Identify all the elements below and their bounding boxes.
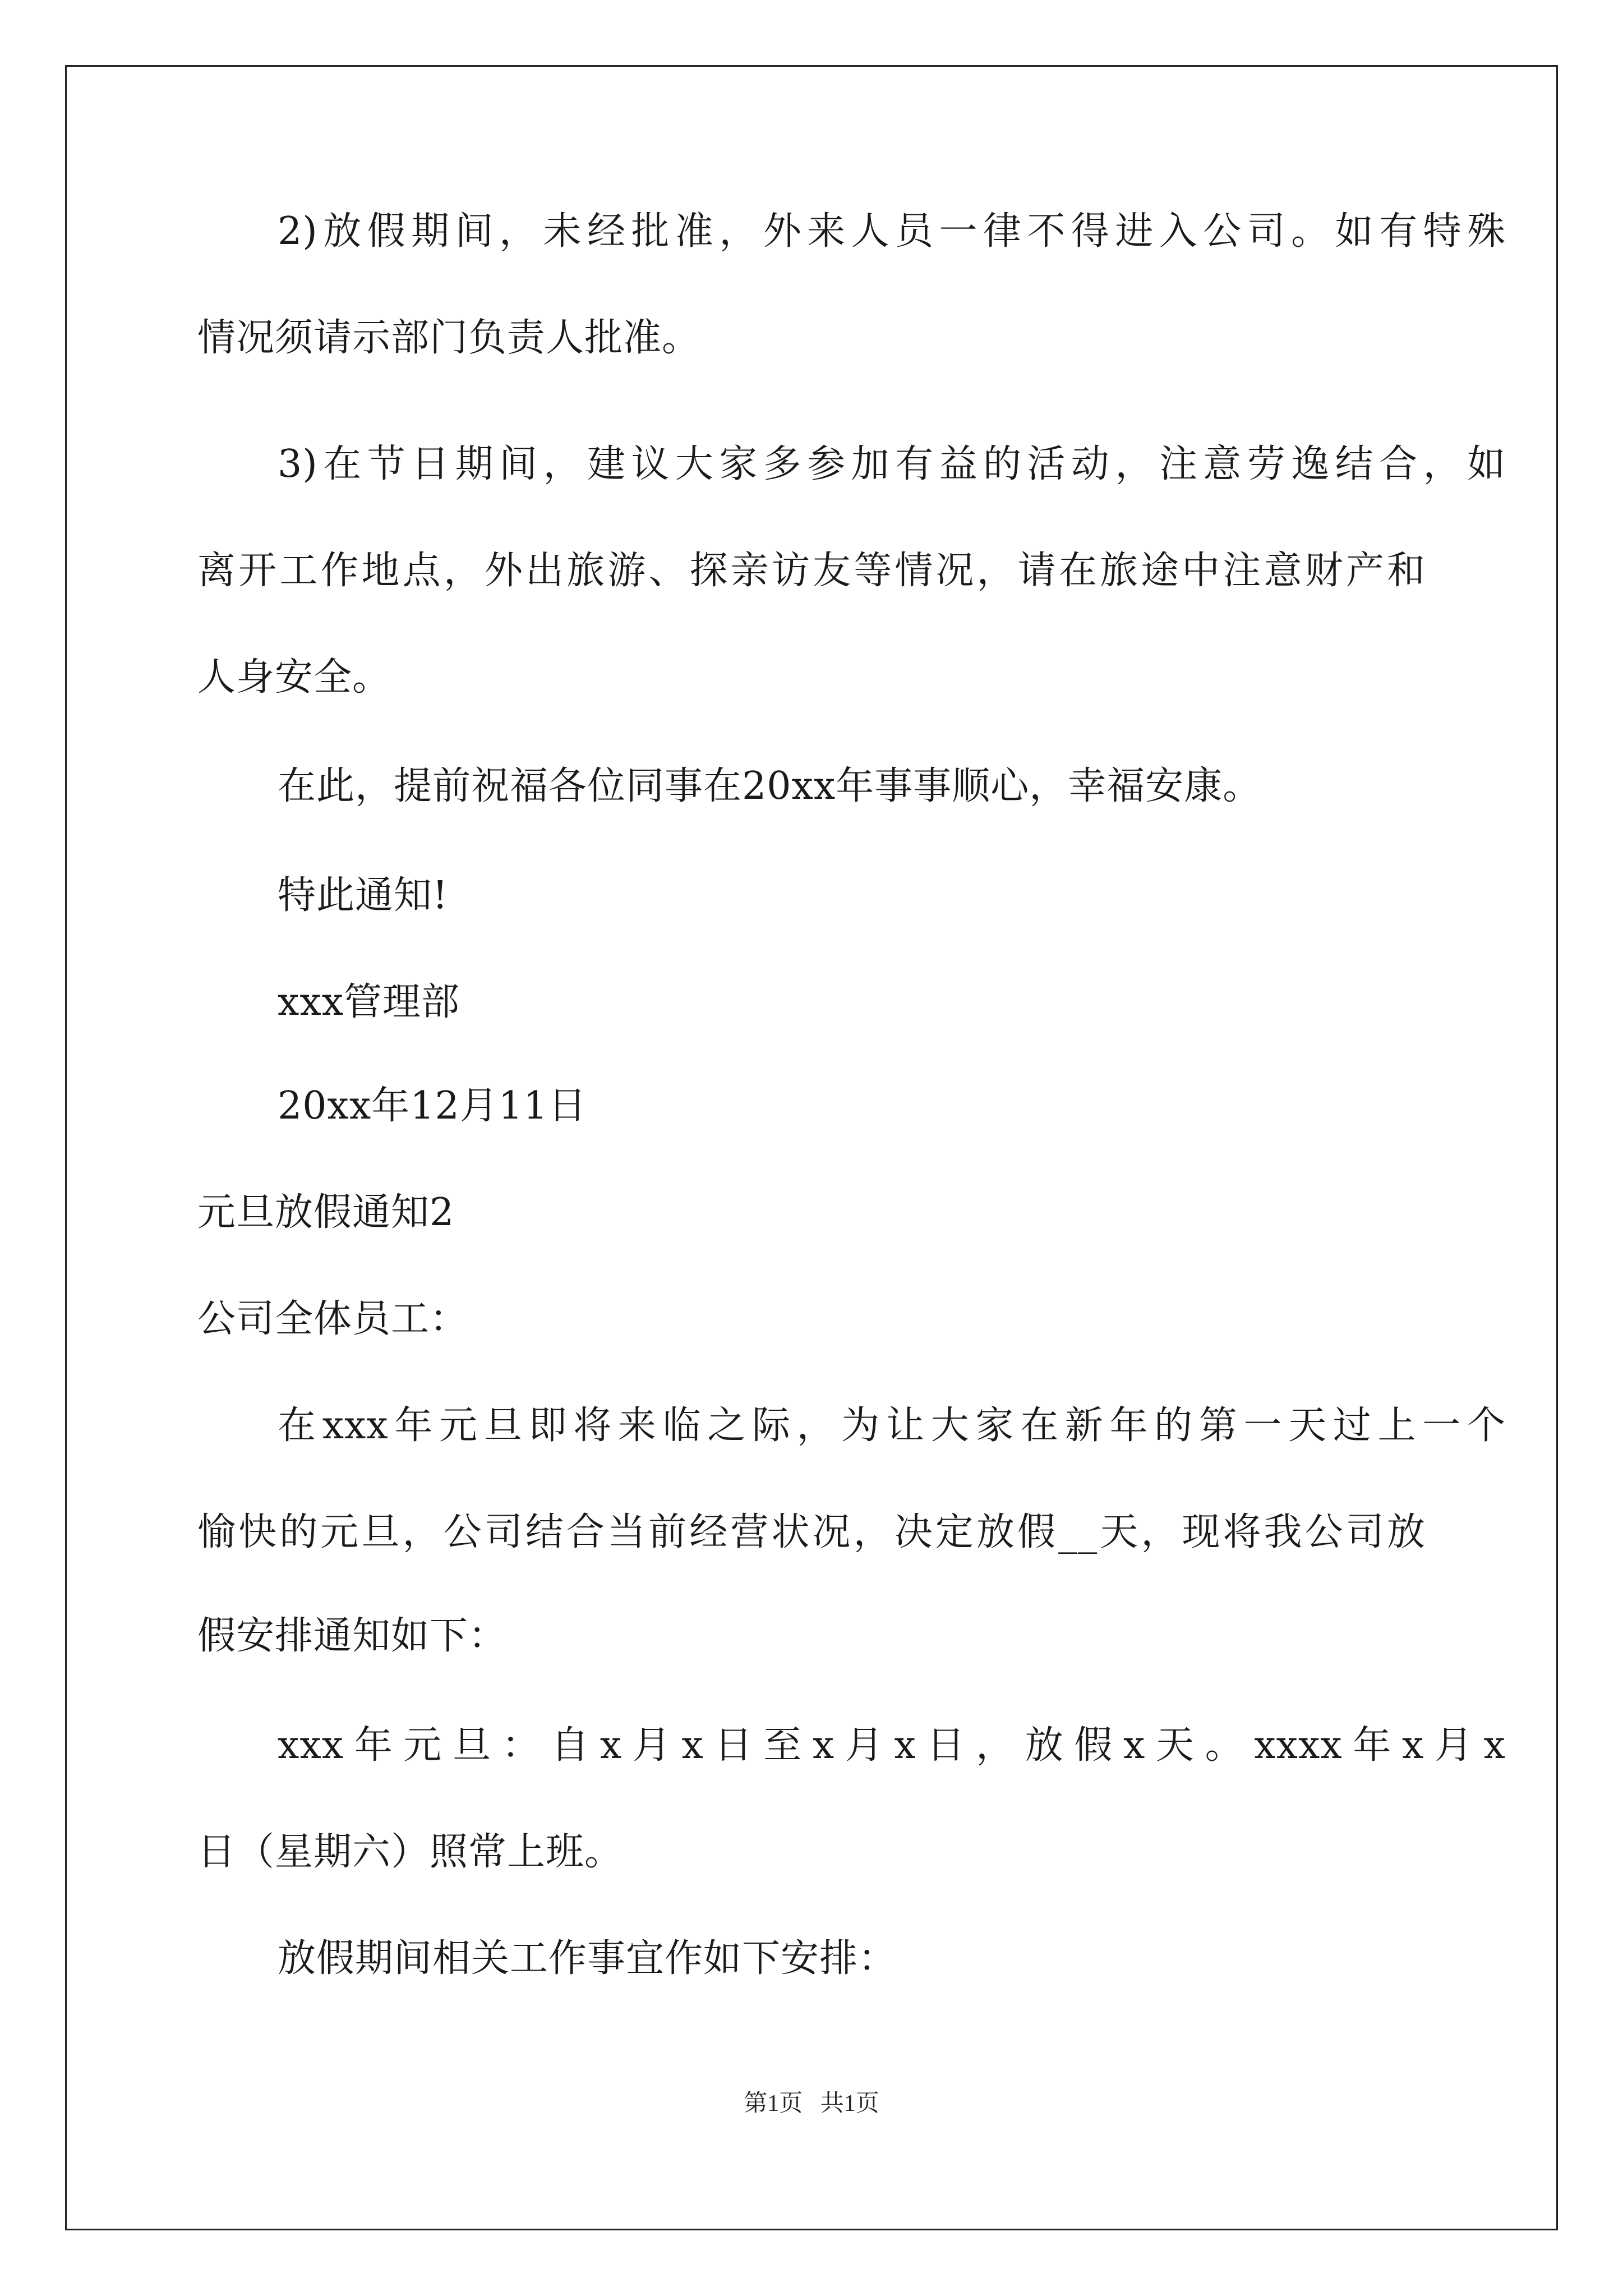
paragraph-line: 日（星期六）照常上班。 [197,1830,624,1874]
paragraph-line: 情况须请示部门负责人批准。 [197,316,701,360]
paragraph-line: 3)在节日期间，建议大家多参加有益的活动，注意劳逸结合，如 [278,442,1506,486]
paragraph-line: 2)放假期间，未经批准，外来人员一律不得进入公司。如有特殊 [278,209,1506,254]
signature-department: xxx管理部 [278,980,460,1024]
paragraph-line: 在xxx年元旦即将来临之际，为让大家在新年的第一天过上一个 [278,1404,1506,1448]
paragraph-line: 假安排通知如下： [197,1614,508,1658]
paragraph-line: 放假期间相关工作事宜作如下安排： [278,1936,897,1981]
closing-line: 特此通知! [278,873,449,918]
section-title: 元旦放假通知2 [197,1190,455,1235]
page-frame [65,65,1558,2230]
salutation: 公司全体员工： [197,1297,469,1341]
paragraph-line: xxx年元旦：自x月x日至x月x日，放假x天。xxxx年x月x [278,1723,1506,1768]
paragraph-line: 人身安全。 [197,655,391,700]
paragraph-line: 愉快的元旦，公司结合当前经营状况，决定放假__天，现将我公司放 [197,1510,1426,1554]
paragraph-line: 离开工作地点，外出旅游、探亲访友等情况，请在旅途中注意财产和 [197,549,1426,593]
page-number-footer: 第1页 共1页 [744,2091,879,2116]
paragraph-line: 在此，提前祝福各位同事在20xx年事事顺心，幸福安康。 [278,764,1262,808]
signature-date: 20xx年12月11日 [278,1084,587,1128]
